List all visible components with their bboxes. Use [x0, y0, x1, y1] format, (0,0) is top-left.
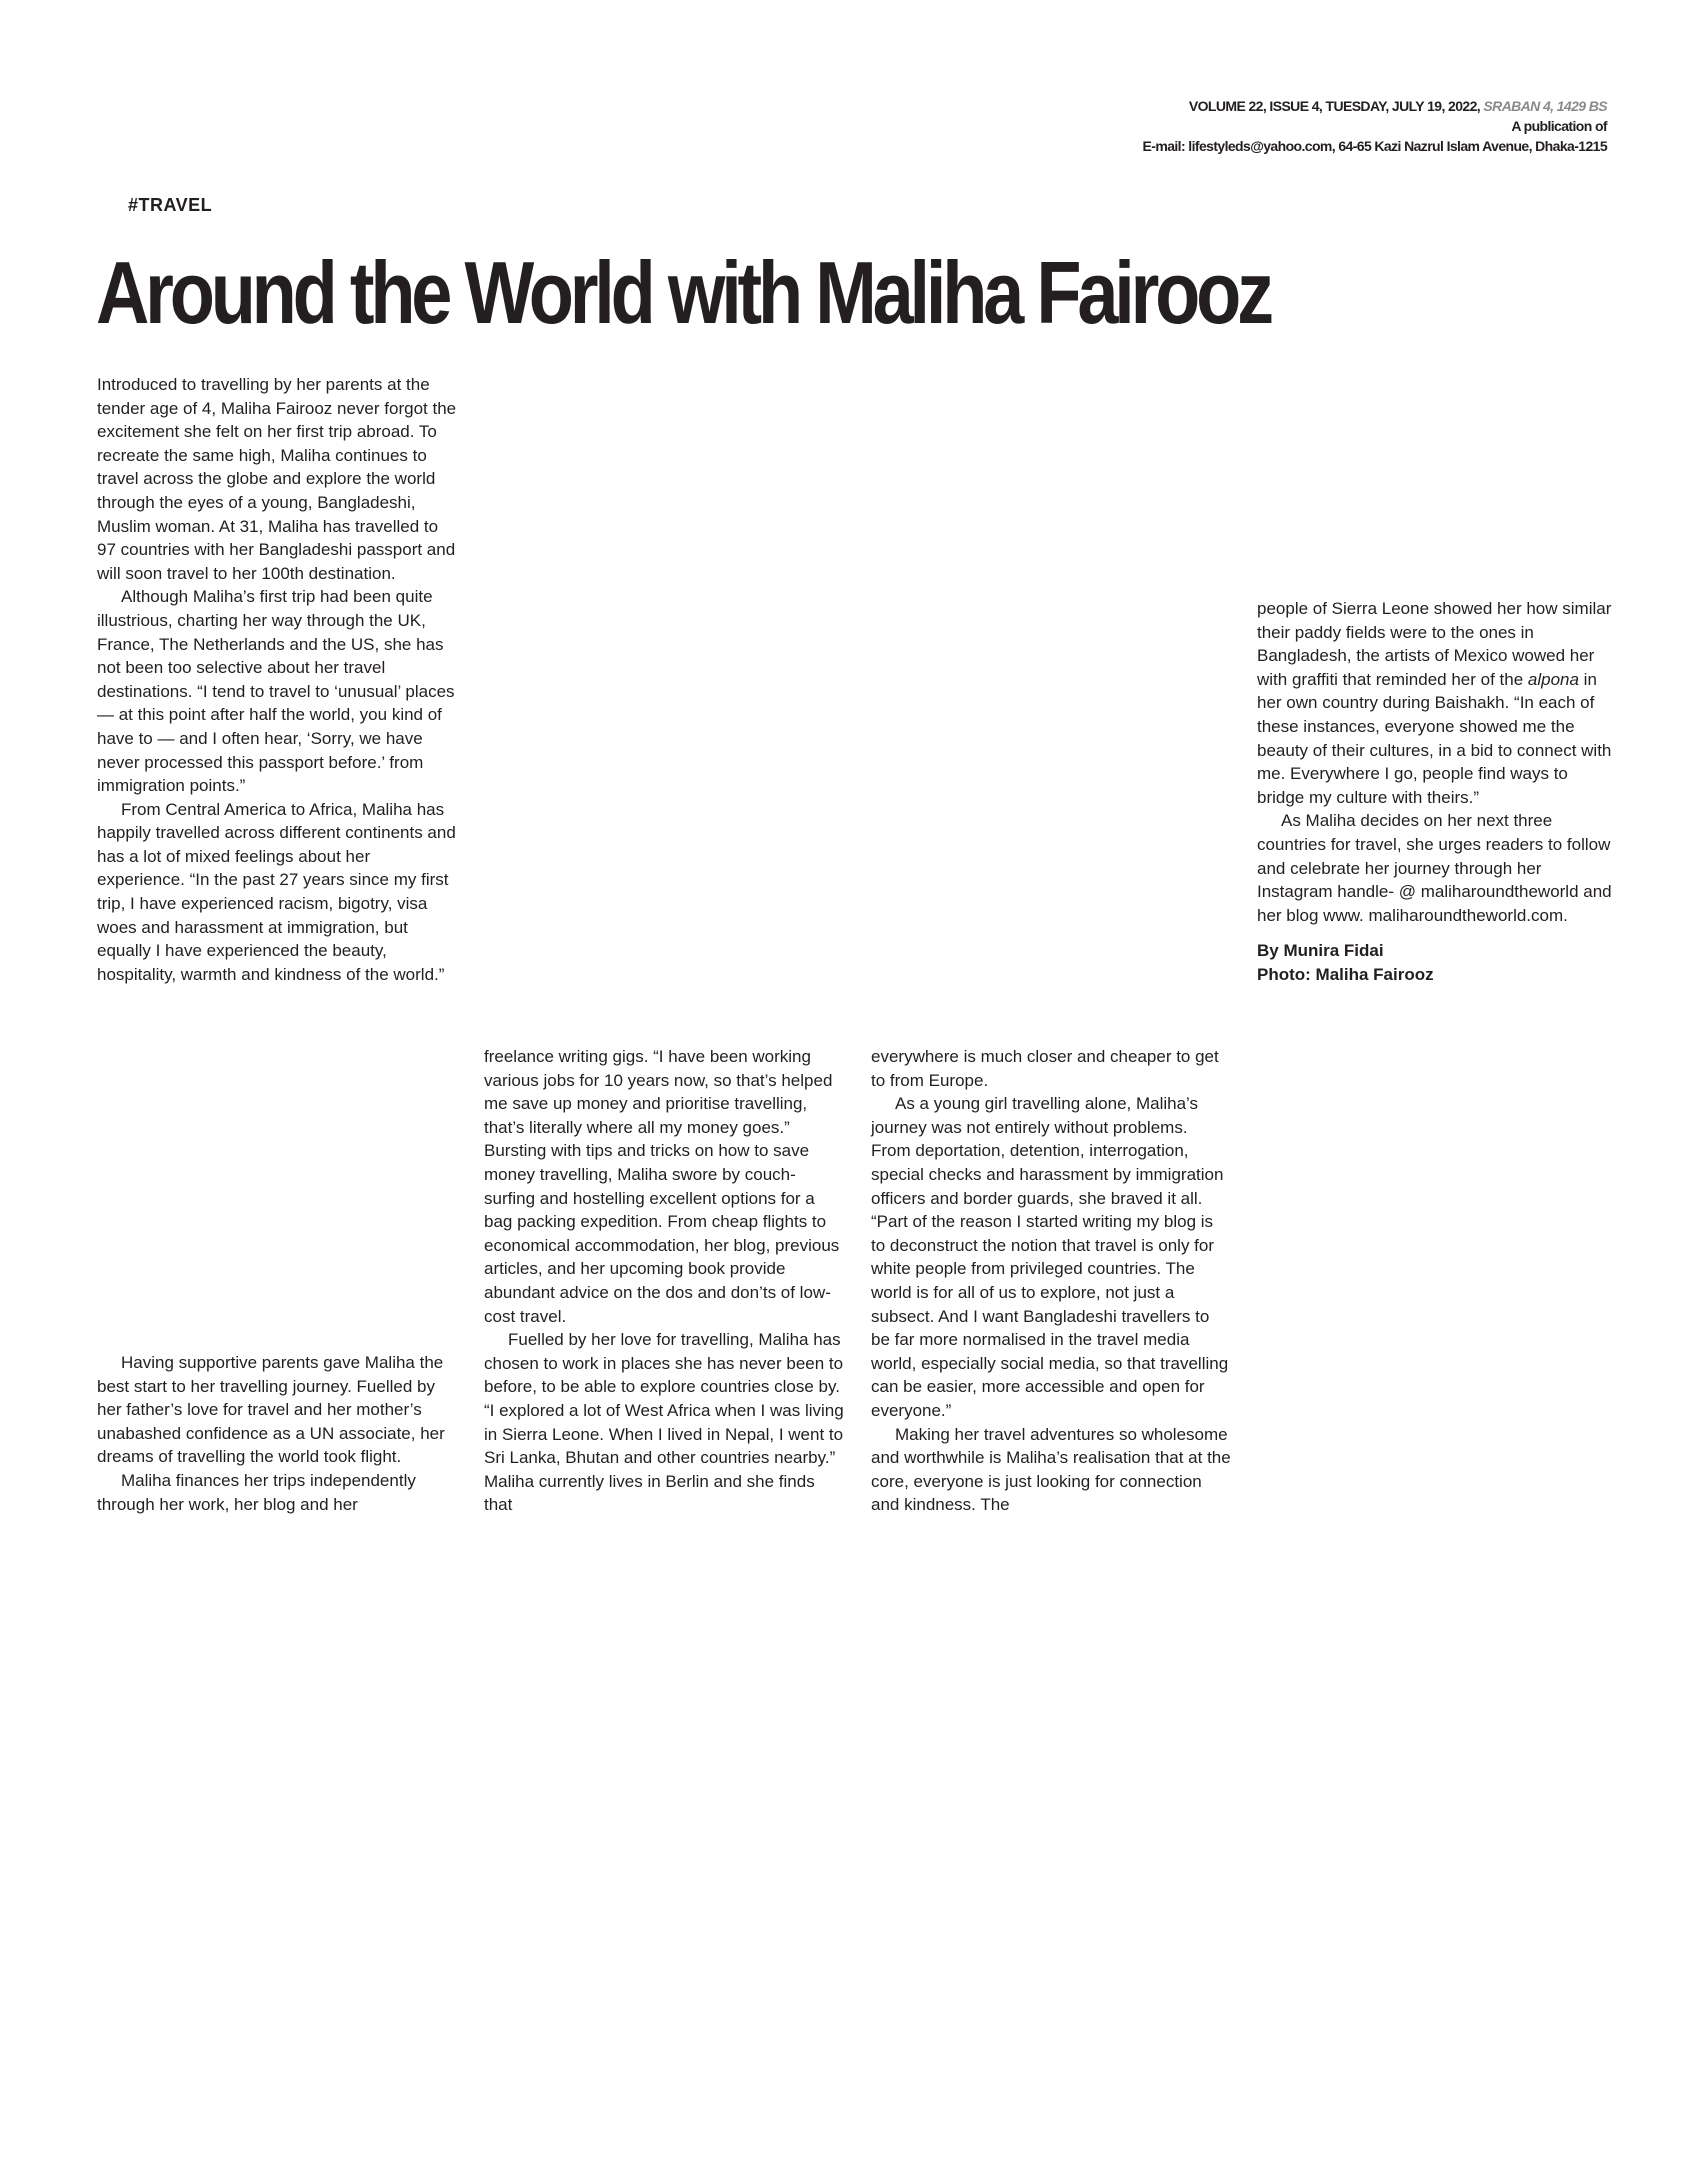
publication-line: A publication of — [1511, 118, 1607, 134]
author-credit: By Munira Fidai — [1257, 941, 1384, 961]
emphasis-text: alpona — [1527, 669, 1579, 689]
bengali-date: SRABAN 4, 1429 BS — [1483, 98, 1607, 114]
article-column-4 — [1257, 597, 1617, 987]
paragraph: Introduced to travelling by her parents at the tender age of 4, Maliha Fairooz never forgot the excitement she felt on her first trip abroad. To recreate the same high, Maliha continues to travel across the globe and explore the world through the eyes of a young, Bangladeshi, Muslim woman. At 31, Maliha has travelled to 97 countries with her Bangladeshi passport and will soon travel to her 100th destination. — [97, 375, 457, 583]
article-column-1-bottom — [97, 1351, 457, 1516]
headline: Around the World with Maliha Fairooz — [96, 243, 1270, 342]
article-column-3 — [871, 1045, 1231, 1517]
byline — [1257, 939, 1617, 986]
text-run: in her own country during Baishakh. “In each of these instances, everyone showed me the beauty of their cultures, in a bid to connect with me. Everywhere I go, people find ways to bridge my culture with theirs.” — [1257, 669, 1612, 807]
masthead — [1143, 96, 1607, 156]
paragraph — [1257, 597, 1617, 809]
paragraph: Having supportive parents gave Maliha the best start to her travelling journey. Fuelled by her father’s love for travel and her mother’s unabashed confidence as a UN associate, her dreams of travelling the world took flight. — [97, 1353, 445, 1467]
article-column-1-top — [97, 373, 457, 986]
paragraph: Although Maliha’s first trip had been quite illustrious, charting her way through the UK, France, The Netherlands and the US, she has not been too selective about her travel destinations. “I tend to travel to ‘unusual’ places — at this point after half the world, you kind of have to — and I often hear, ‘Sorry, we have never processed this passport before.’ from immigration points.” — [97, 587, 455, 796]
article-column-2 — [484, 1045, 844, 1517]
paragraph: As Maliha decides on her next three countries for travel, she urges readers to follow and celebrate her journey through her Instagram handle- @ maliharoundtheworld and her blog www. maliharoundtheworld.com. — [1257, 811, 1612, 925]
paragraph: Maliha finances her trips independently through her work, her blog and her — [97, 1470, 416, 1514]
paragraph: As a young girl travelling alone, Maliha’s journey was not entirely without problems. From deportation, detention, interrogation, special checks and harassment by immigration officers and border guards, she braved it all. “Part of the reason I started writing my blog is to deconstruct the notion that travel is only for white people from privileged countries. The world is for all of us to explore, not just a subsect. And I want Bangladeshi travellers to be far more normalised in the travel media world, especially social media, so that travelling can be easier, more accessible and open for everyone.” — [871, 1094, 1229, 1420]
contact-line: E-mail: lifestyleds@yahoo.com, 64-65 Kazi Nazrul Islam Avenue, Dhaka-1215 — [1142, 138, 1607, 154]
text-run: people of Sierra Leone showed her how similar their paddy fields were to the ones in Bangladesh, the artists of Mexico wowed her with graffiti that reminded her of the — [1257, 599, 1612, 689]
paragraph: everywhere is much closer and cheaper to get to from Europe. — [871, 1047, 1219, 1090]
paragraph: From Central America to Africa, Maliha has happily travelled across different continents and has a lot of mixed feelings about her experience. “In the past 27 years since my first trip, I have experienced racism, bigotry, visa woes and harassment at immigration, but equally I have experienced the beauty, hospitality, warmth and kindness of the world.” — [97, 799, 456, 984]
section-tag: #TRAVEL — [128, 195, 213, 215]
paragraph: freelance writing gigs. “I have been working various jobs for 10 years now, so that’s helped me save up money and prioritise travelling, that’s literally where all my money goes.” Bursting with tips and tricks on how to save money travelling, Maliha swore by couch-surfing and hostelling excellent options for a bag packing expedition. From cheap flights to economical accommodation, her blog, previous articles, and her upcoming book provide abundant advice on the dos and don’ts of low-cost travel. — [484, 1047, 840, 1326]
issue-line — [1143, 96, 1607, 116]
paragraph: Fuelled by her love for travelling, Maliha has chosen to work in places she has never been to before, to be able to explore countries close by. “I explored a lot of West Africa when I was living in Sierra Leone. When I lived in Nepal, I went to Sri Lanka, Bhutan and other countries nearby.” Maliha currently lives in Berlin and she finds that — [484, 1330, 844, 1515]
paragraph: Making her travel adventures so wholesome and worthwhile is Maliha’s realisation that at the core, everyone is just looking for connection and kindness. The — [871, 1424, 1231, 1515]
photo-credit: Photo: Maliha Fairooz — [1257, 964, 1434, 984]
issue-info: VOLUME 22, ISSUE 4, TUESDAY, JULY 19, 2022, — [1188, 98, 1481, 114]
